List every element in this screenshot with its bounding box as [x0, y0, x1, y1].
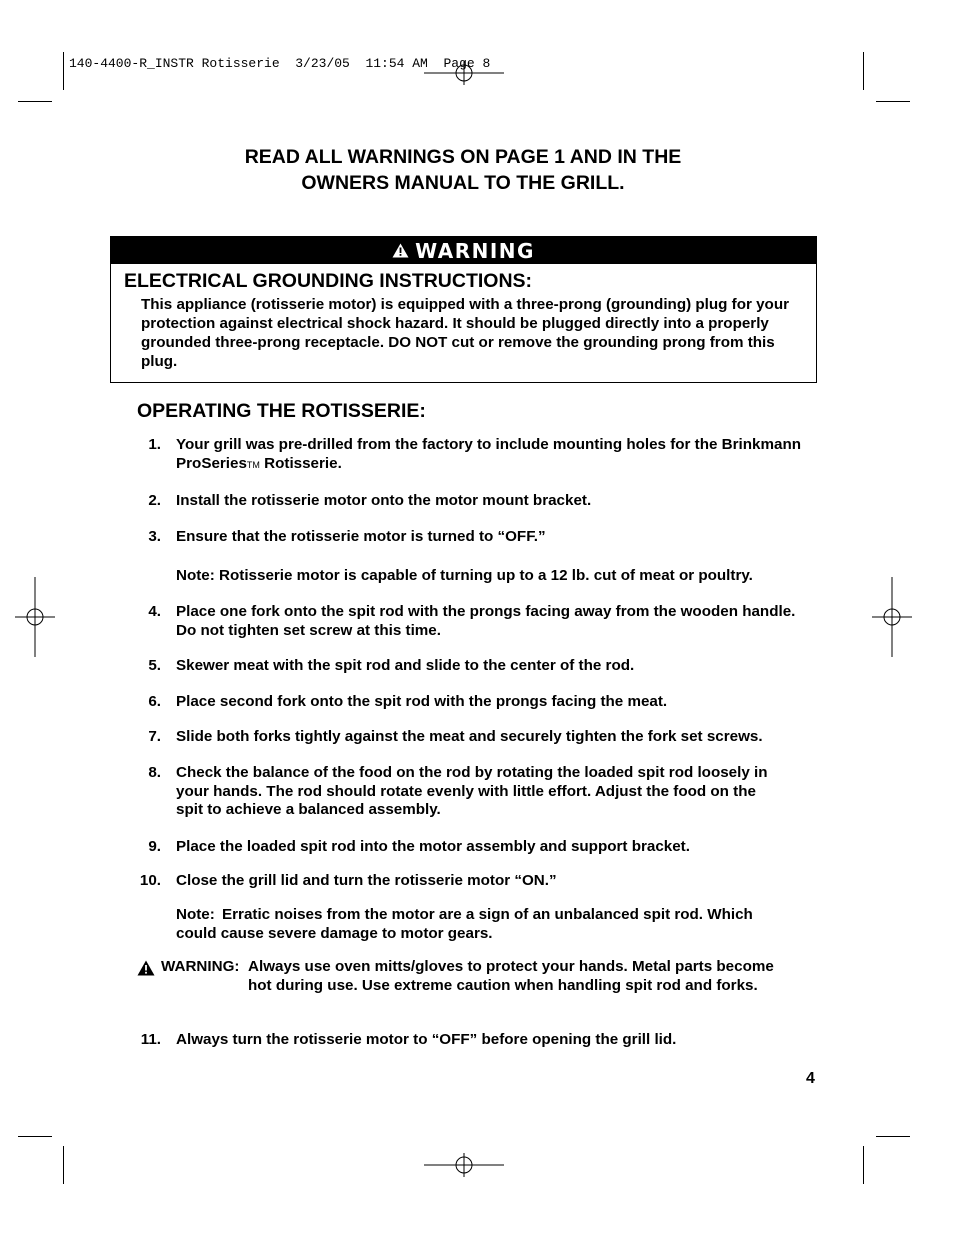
crop-mark-tr-v	[863, 52, 864, 90]
registration-mark-left	[0, 577, 75, 657]
crop-mark-tl-v	[63, 52, 64, 90]
print-slug: 140-4400-R_INSTR Rotisserie 3/23/05 11:54 AM Page 8	[69, 56, 491, 71]
step-text	[176, 436, 811, 474]
step-number: 2.	[148, 492, 161, 509]
crop-mark-tr-h	[876, 101, 910, 102]
step-text: Place second fork onto the spit rod with the prongs facing the meat.	[176, 693, 668, 710]
warning-label: WARNING:	[161, 958, 240, 975]
step-text: Install the rotisserie motor onto the motor mount bracket.	[176, 492, 592, 509]
note-text: Erratic noises from the motor are a sign of an unbalanced spit rod. Which could cause severe damage to motor gears.	[176, 906, 753, 942]
registration-mark-top	[424, 33, 504, 113]
step-number: 4.	[148, 603, 161, 620]
step-number: 7.	[148, 728, 161, 745]
page-title	[110, 144, 816, 196]
step-number: 9.	[148, 838, 161, 855]
operating-heading: OPERATING THE ROTISSERIE:	[137, 400, 426, 422]
step-number: 5.	[148, 657, 161, 674]
warning-triangle-icon	[392, 243, 409, 258]
page-number: 4	[806, 1070, 815, 1087]
crop-mark-br-v	[863, 1146, 864, 1184]
step-number: 11.	[140, 1031, 161, 1048]
page-title-line-1: READ ALL WARNINGS ON PAGE 1 AND IN THE	[244, 146, 682, 168]
step-number: 3.	[148, 528, 161, 545]
crop-mark-br-h	[876, 1136, 910, 1137]
warning-banner-label: WARNING	[415, 238, 535, 263]
note-capacity: Note: Rotisserie motor is capable of turning up to a 12 lb. cut of meat or poultry.	[176, 567, 753, 584]
page-title-line-2: OWNERS MANUAL TO THE GRILL.	[301, 172, 625, 194]
crop-mark-bl-h	[18, 1136, 52, 1137]
step-number: 10.	[139, 872, 161, 889]
trademark-mark: TM	[246, 459, 260, 470]
electrical-warning-box	[110, 236, 817, 383]
step-text: Check the balance of the food on the rod by rotating the loaded spit rod loosely in your hands. The rod should rotate evenly with little effort. Adjust the food on the spit to achieve a balanced assembly.	[176, 764, 768, 818]
step-text: Always turn the rotisserie motor to “OFF” before opening the grill lid.	[176, 1031, 677, 1048]
step-text-end: Rotisserie.	[259, 454, 342, 472]
grounding-heading: ELECTRICAL GROUNDING INSTRUCTIONS:	[124, 270, 533, 292]
step-text: Close the grill lid and turn the rotisserie motor “ON.”	[176, 872, 557, 889]
step-text: Ensure that the rotisserie motor is turned to “OFF.”	[176, 528, 546, 545]
step-text: Slide both forks tightly against the meat and securely tighten the fork set screws.	[176, 728, 763, 745]
registration-mark-right	[852, 577, 932, 657]
step-number: 1.	[148, 436, 161, 453]
crop-mark-tl-h	[18, 101, 52, 102]
step-number: 6.	[148, 693, 161, 710]
warning-banner	[111, 237, 816, 264]
registration-mark-bottom	[424, 1125, 504, 1205]
warning-text: Always use oven mitts/gloves to protect your hands. Metal parts become hot during use. Use extreme caution when handling spit rod and forks.	[248, 958, 774, 994]
step-text: Skewer meat with the spit rod and slide to the center of the rod.	[176, 657, 635, 674]
crop-mark-bl-v	[63, 1146, 64, 1184]
step-number: 8.	[148, 764, 161, 781]
step-text: Place one fork onto the spit rod with the prongs facing away from the wooden handle. Do not tighten set screw at this time.	[176, 603, 796, 639]
step-text-main: Your grill was pre-drilled from the factory to include mounting holes for the Brinkmann ProSeries	[176, 436, 801, 472]
step-text: Place the loaded spit rod into the motor assembly and support bracket.	[176, 838, 690, 855]
warning-triangle-icon	[137, 960, 155, 982]
note-label: Note:	[176, 906, 215, 923]
grounding-body: This appliance (rotisserie motor) is equipped with a three-prong (grounding) plug for your protection against electrical shock hazard. It should be plugged directly into a properly grounded three-prong receptacle. DO NOT cut or remove the grounding prong from this plug.	[141, 296, 790, 370]
